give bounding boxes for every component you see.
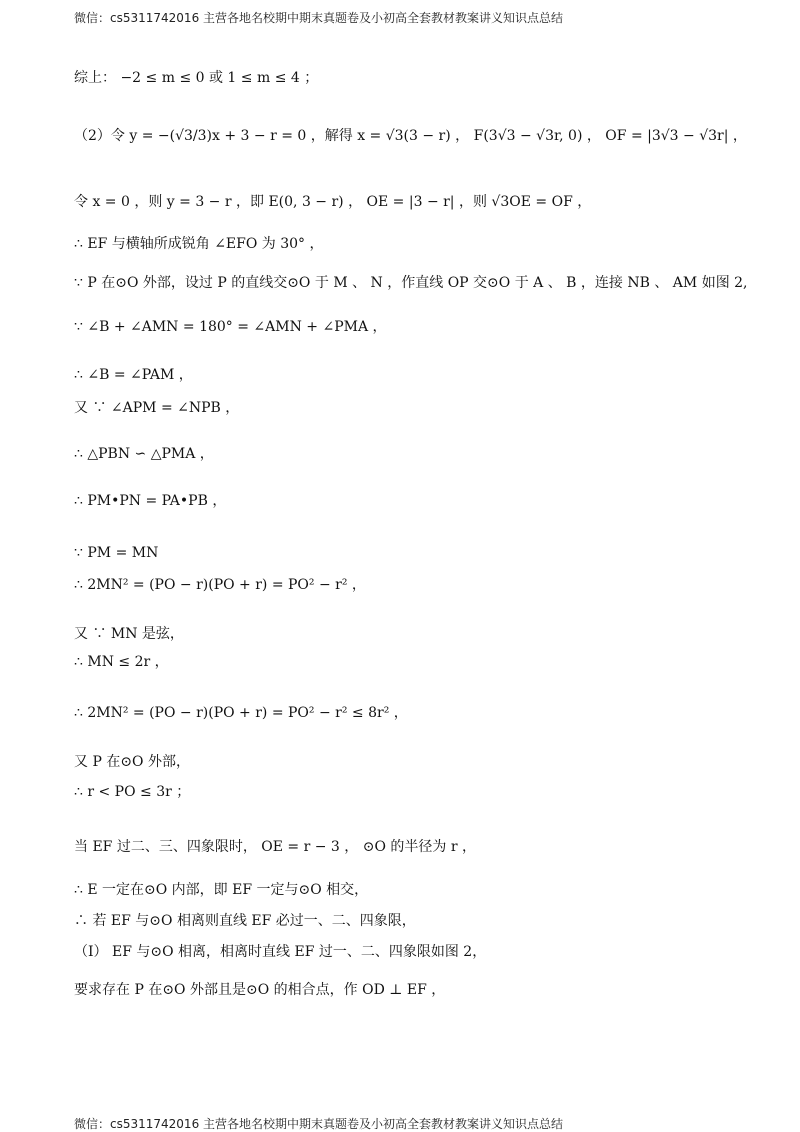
text-line-11: ∵ PM = MN bbox=[74, 545, 159, 561]
text-line-12: ∴ 2MN² = (PO − r)(PO + r) = PO² − r² ， bbox=[74, 577, 366, 593]
text-line-13: 又 ∵ MN 是弦， bbox=[74, 626, 184, 642]
text-line-21: （Ⅰ） EF 与⊙O 相离，相离时直线 EF 过一、二、四象限如图 2， bbox=[74, 944, 487, 960]
page-header: 微信：cs5311742016 主营各地名校期中期末真题卷及小初高全套教材教案讲义知识点总结 bbox=[74, 11, 564, 25]
page-footer: 微信：cs5311742016 主营各地名校期中期末真题卷及小初高全套教材教案讲义知识点总结 bbox=[74, 1117, 564, 1131]
text-line-2: （2）令 y = −(√3/3)x + 3 − r = 0 ，解得 x = √3(3 − r) ， F(3√3 − √3r, 0) ， OF = |3√3 − √3r| ， bbox=[74, 128, 747, 144]
text-line-5: ∵ P 在⊙O 外部，设过 P 的直线交⊙O 于 M 、 N ，作直线 OP 交⊙O 于 A 、 B ，连接 NB 、 AM 如图 2, bbox=[74, 275, 748, 291]
text-line-18: 当 EF 过二、三、四象限时， OE = r − 3 ， ⊙O 的半径为 r ， bbox=[74, 839, 476, 855]
text-line-4: ∴ EF 与横轴所成锐角 ∠EFO 为 30° ， bbox=[74, 236, 324, 252]
text-line-7: ∴ ∠B = ∠PAM ， bbox=[74, 367, 193, 383]
text-line-14: ∴ MN ≤ 2r ， bbox=[74, 654, 169, 670]
text-line-15: ∴ 2MN² = (PO − r)(PO + r) = PO² − r² ≤ 8r² ， bbox=[74, 705, 408, 721]
text-line-22: 要求存在 P 在⊙O 外部且是⊙O 的相合点，作 OD ⊥ EF ， bbox=[74, 982, 446, 998]
text-line-17: ∴ r < PO ≤ 3r ； bbox=[74, 784, 191, 800]
text-line-16: 又 P 在⊙O 外部， bbox=[74, 754, 190, 770]
text-line-1: 综上： −2 ≤ m ≤ 0 或 1 ≤ m ≤ 4 ； bbox=[74, 70, 319, 86]
text-line-8: 又 ∵ ∠APM = ∠NPB ， bbox=[74, 400, 240, 416]
text-line-3: 令 x = 0 ，则 y = 3 − r ，即 E(0, 3 − r) ， OE = |3 − r| ，则 √3OE = OF ， bbox=[74, 194, 592, 210]
text-line-20: ∴ 若 EF 与⊙O 相离则直线 EF 必过一、二、四象限， bbox=[74, 913, 416, 929]
text-line-19: ∴ E 一定在⊙O 内部，即 EF 一定与⊙O 相交， bbox=[74, 882, 369, 898]
text-line-9: ∴ △PBN ∽ △PMA ， bbox=[74, 446, 214, 462]
text-line-10: ∴ PM•PN = PA•PB ， bbox=[74, 493, 227, 509]
text-line-6: ∵ ∠B + ∠AMN = 180° = ∠AMN + ∠PMA ， bbox=[74, 319, 387, 335]
